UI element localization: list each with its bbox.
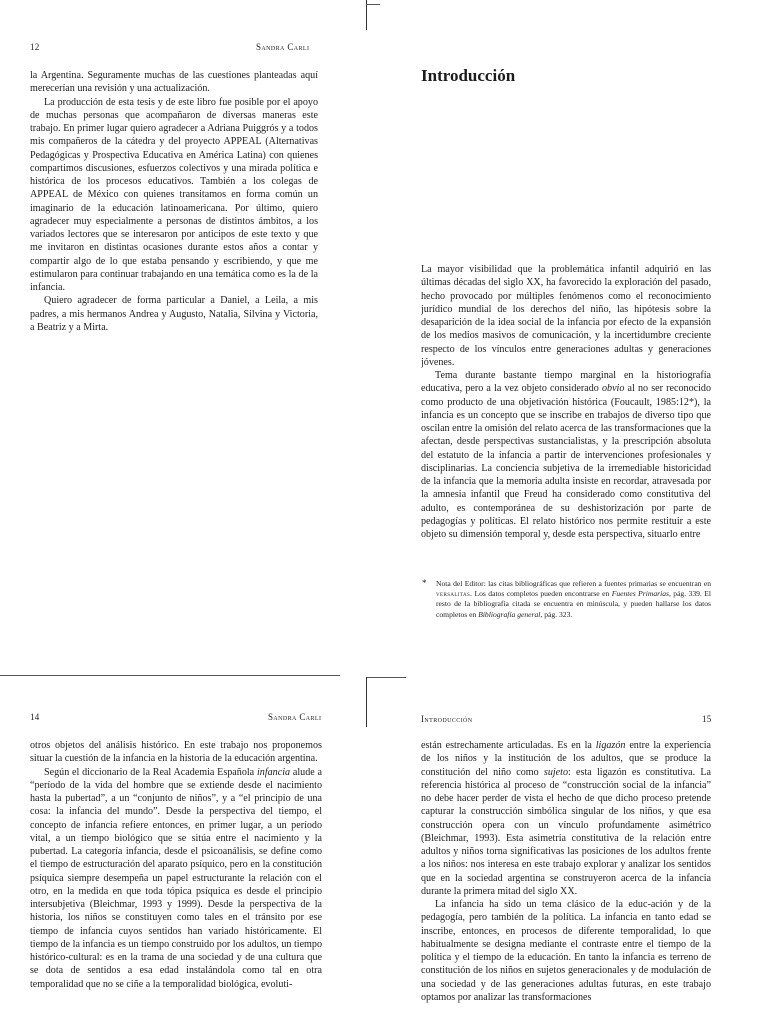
paragraph: la Argentina. Seguramente muchas de las cuestiones planteadas aquí merecerían una revisión y una actualización. — [30, 70, 318, 95]
text-run: Tema durante bastante tiempo marginal en la historiografía educativa, pero a la vez objeto considerado — [421, 370, 711, 395]
spread-divider-right — [366, 677, 406, 678]
paragraph: Quiero agradecer de forma particular a Daniel, a Leila, a mis padres, a mis hermanos Andrea y Augusto, Natalia, Silvina y Victoria, a Beatriz y a Mirta. — [30, 295, 318, 333]
page-12-body — [30, 69, 318, 359]
paragraph — [30, 766, 322, 991]
text-run: : esta ligazón es constitutiva. La referencia histórica al proceso de “construcción social de la infancia” no debe hacer perder de vista el hecho de que dicho proceso pretende capturar la construcción simbólica singular de los niños, y que esa construcción opera con un vínculo profundamente asimétrico (Bleichmar, 1993). Esta asimetría constitutiva de la relación entre adultos y niños torna significativas las posiciones de los adultos frente a los niños: nos interesa en este trabajo explorar y analizar los sentidos que en la sociedad argentina se construyeron acerca de la infancia durante la primera mitad del siglo XX. — [421, 766, 711, 897]
emphasis: infancia — [256, 766, 291, 778]
emphasis: ligazón — [595, 740, 626, 751]
page-edge-mark-bottom — [366, 677, 367, 727]
text-run: Según el diccionario de la Real Academia Española — [44, 766, 257, 778]
emphasis: Fuentes Primarias — [611, 589, 669, 599]
text-run: alude a “período de la vida del hombre que se extiende desde el nacimiento hasta la pubertad”, a un “conjunto de niños”, y a “el principio de una cosa: la infancia del mundo”. Desde la perspectiva del tiempo, el concepto de infancia refiere entonces, en primer lugar, a un período vital, a un tiempo biológico que se sitúa entre el nacimiento y la pubertad. La categoría infancia, desde el psicoanálisis, se define como el tiempo de estructuración del aparato psíquico, pero en la constitución psíquica siempre desempeña un papel estructurante la relación con el otro, en la medida en que toda tópica psíquica es desde el principio intersubjetiva (Bleichmar, 1993 y 1999). Desde la perspectiva de la historia, los niños se constituyen como tales en el tránsito por ese tiempo de infancia cuyos sentidos han variado históricamente. El tiempo de la infancia es un tiempo construido por los adultos, un tiempo histórico-cultural: es en la trama de una sociedad y de una cultura que se dota de sentidos a esa edad instalándola como tal en otra temporalidad que no se ciñe a la temporalidad biológica, evoluti- — [30, 766, 322, 990]
text-run: al no ser reconocido como producto de una objetivación histórica (Foucault, 1985:12*), la infancia es un concepto que se inscribe en trabajos de diverso tipo que oscilan entre la omisión del relato acerca de las transformaciones que la afectan, desde perspectivas sustancialistas, y la prescripción absoluta del estatuto de la infancia a partir de intervenciones profesionales y disciplinarias. La conciencia subjetiva de la irremediable historicidad de la infancia que la memoria adulta insiste en recordar, atravesada por la amnesia infantil que Freud ha considerado como constitutiva del adulto, es contemporánea de su deshistorización por parte de pedagogías y políticas. El relato histórico nos permite restituir a este objeto su dimensión temporal y, desde esta perspectiva, situarlo entre — [421, 383, 711, 540]
paragraph: La infancia ha sido un tema clásico de la educ-ación y de la pedagogía, pero también de la política. La infancia en tanto edad se inscribe, entonces, en procesos de diferente temporalidad, lo que habitualmente se designa mediante el contraste entre el tiempo de la política y el tiempo de la educación. En tanto la infancia es terreno de constitución de los niños en sujetos generacionales y de modulación de una sociedad y de las generaciones adultas futuras, en este trabajo optamos por analizar las transformaciones — [421, 899, 711, 1003]
page-13-body — [421, 263, 711, 563]
page-14-body — [30, 739, 322, 1024]
page-edge-mark-top-h — [366, 4, 380, 5]
paragraph: otros objetos del análisis histórico. En este trabajo nos proponemos situar la cuestión de la infancia en la historia de la educación argentina. — [30, 740, 322, 765]
small-caps: versalitas — [436, 589, 471, 599]
emphasis: sujeto — [543, 766, 569, 778]
paragraph — [421, 739, 711, 898]
page-number-15: 15 — [702, 714, 712, 724]
text-run: Nota del Editor: las citas bibliográficas que refieren a fuentes primarias se encuentran en — [436, 579, 711, 588]
page-15-body — [421, 739, 711, 1024]
text-run: están estrechamente articuladas. Es en la — [421, 740, 596, 751]
spread-divider — [0, 675, 340, 676]
footnote — [422, 578, 711, 620]
running-head-14: Sandra Carli — [268, 712, 322, 722]
paragraph — [421, 369, 711, 541]
emphasis: Bibliografía general — [478, 609, 541, 619]
text-run: , pág. 323. — [540, 609, 573, 619]
paragraph: La mayor visibilidad que la problemática infantil adquirió en las últimas décadas del siglo XX, ha favorecido la exploración del pasado, hecho provocado por múltiples fenómenos como el reconocimiento jurídico mundial de los derechos del niño, las hipótesis sobre la desaparición de la idea social de la infancia por efecto de la expansión de los medios masivos de comunicación, y la incertidumbre creciente respecto de los vínculos entre generaciones adultas y generaciones jóvenes. — [421, 264, 711, 368]
paragraph: La producción de esta tesis y de este libro fue posible por el apoyo de muchas personas que acompañaron de diversas maneras este trabajo. En primer lugar quiero agradecer a Adriana Puiggrós y a todos mis compañeros de la cátedra y del proyecto APPEAL (Alternativas Pedagógicas y Prospectiva Educativa en América Latina) con quienes compartimos discusiones, esfuerzos colectivos y una mirada política e histórica de los procesos educativos. También a los colegas de APPEAL de México con quienes transitamos en forma común un imaginario de la educación latinoamericana. Por último, quiero agradecer muy especialmente a personas de distintos ámbitos, a los variados lectores que se interesaron por anticipos de este texto y que me invitaron en distintas ocasiones durante estos años a contar y compartir algo de lo que estaba pensando y escribiendo, y que me estimularon para continuar trabajando en una temática como es la de la infancia. — [30, 96, 318, 293]
footnote-marker: * — [422, 578, 427, 588]
running-head-12: Sandra Carli — [256, 42, 310, 52]
text-run: , pág. 339. El resto de la bibliografía citada se encuentra en minúscula, y pueden hallarse los datos completos en — [436, 589, 711, 619]
page-number-12: 12 — [30, 42, 40, 52]
text-run: . Los datos completos pueden encontrarse en — [470, 589, 612, 599]
page-number-14: 14 — [30, 712, 40, 722]
chapter-heading: Introducción — [421, 66, 516, 85]
emphasis: obvio — [601, 383, 625, 395]
text-run: entre la experiencia de los niños y la institución de los adultos, que se produce la constitución del niño como — [421, 740, 711, 778]
running-head-15: Introducción — [421, 714, 473, 724]
